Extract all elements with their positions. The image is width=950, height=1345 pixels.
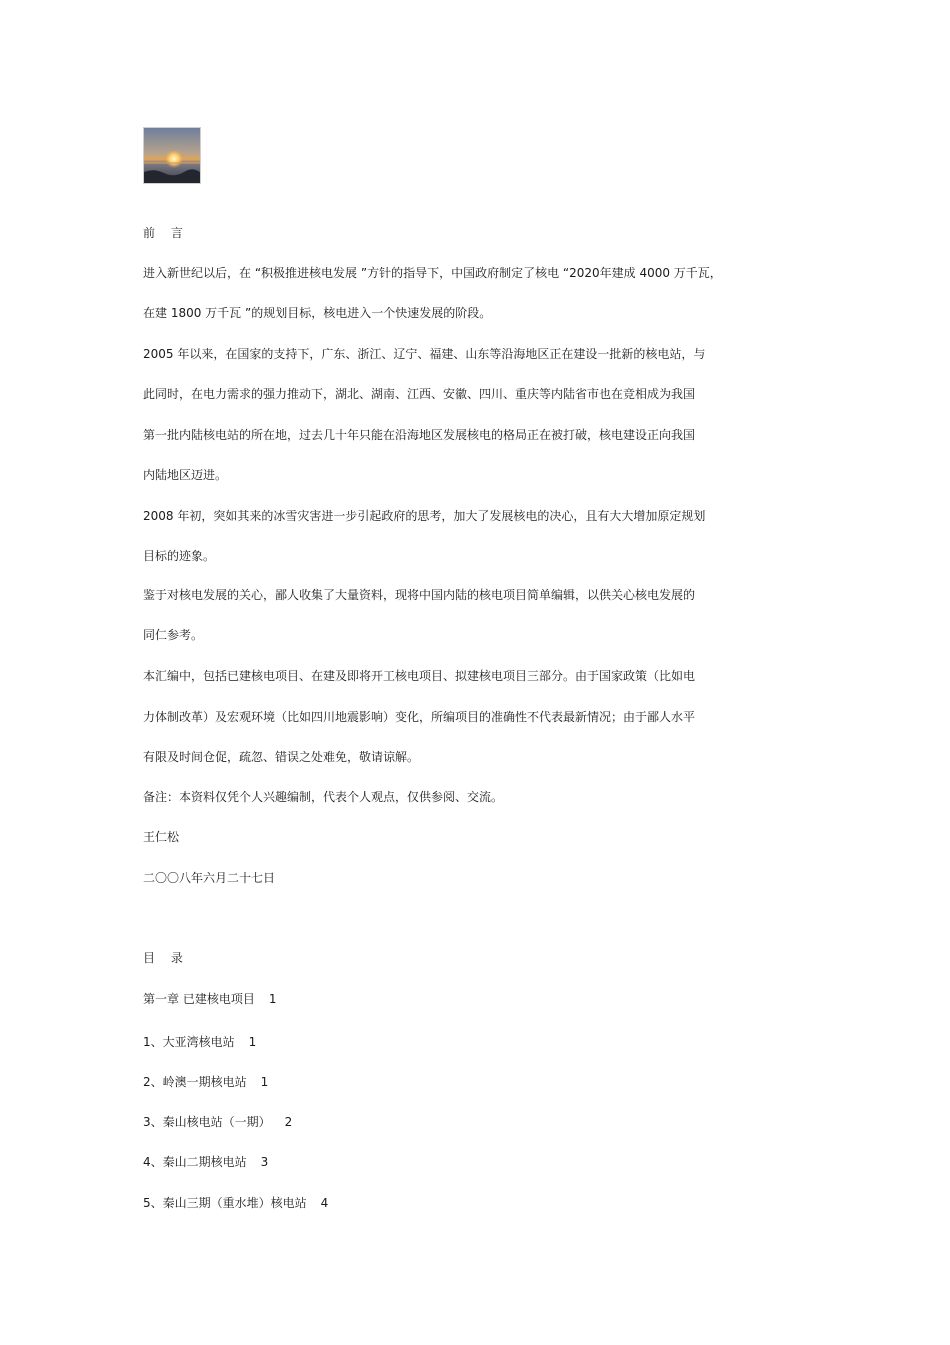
toc-entry[interactable] bbox=[143, 1034, 256, 1050]
preface-line: 在建 1800 万千瓦 ”的规划目标，核电进入一个快速发展的阶段。 bbox=[143, 306, 492, 320]
preface-title: 前 言 bbox=[143, 226, 189, 240]
toc-entry-page: 3 bbox=[260, 1155, 269, 1169]
toc-entry[interactable] bbox=[143, 1195, 328, 1211]
toc-entry-label: 2、岭澳一期核电站 bbox=[143, 1075, 247, 1089]
preface-line: 内陆地区迈进。 bbox=[143, 468, 228, 482]
preface-line: 本汇编中，包括已建核电项目、在建及即将开工核电项目、拟建核电项目三部分。由于国家政策（比如电 bbox=[143, 669, 696, 683]
preface-line: 同仁参考。 bbox=[143, 628, 204, 642]
sunset-image bbox=[144, 128, 201, 184]
toc-entry-page: 1 bbox=[248, 1035, 257, 1049]
preface-line: 此同时，在电力需求的强力推动下，湖北、湖南、江西、安徽、四川、重庆等内陆省市也在竞相成为我国 bbox=[143, 387, 696, 401]
toc-entry-page: 1 bbox=[268, 992, 277, 1006]
preface-note: 备注：本资料仅凭个人兴趣编制，代表个人观点，仅供参阅、交流。 bbox=[143, 790, 504, 804]
toc-title: 目 录 bbox=[143, 951, 189, 965]
toc-entry-page: 2 bbox=[284, 1115, 293, 1129]
preface-line: 有限及时间仓促，疏忽、错误之处难免，敬请谅解。 bbox=[143, 750, 420, 764]
toc-entry-label: 3、秦山核电站（一期） bbox=[143, 1115, 271, 1129]
header-image bbox=[143, 127, 201, 184]
preface-line: 目标的迹象。 bbox=[143, 549, 216, 563]
preface-line: 2008 年初，突如其来的冰雪灾害进一步引起政府的思考，加大了发展核电的决心，且有大大增加原定规划 bbox=[143, 509, 706, 523]
toc-entry-label: 1、大亚湾核电站 bbox=[143, 1035, 235, 1049]
preface-line: 第一批内陆核电站的所在地，过去几十年只能在沿海地区发展核电的格局正在被打破，核电建设正向我国 bbox=[143, 428, 696, 442]
toc-entry-label: 5、秦山三期（重水堆）核电站 bbox=[143, 1196, 307, 1210]
toc-entry-page: 1 bbox=[260, 1075, 269, 1089]
preface-line: 鉴于对核电发展的关心，鄙人收集了大量资料，现将中国内陆的核电项目简单编辑，以供关心核电发展的 bbox=[143, 588, 696, 602]
toc-entry[interactable] bbox=[143, 1154, 268, 1170]
toc-entry-page: 4 bbox=[320, 1196, 329, 1210]
toc-entry[interactable] bbox=[143, 991, 276, 1007]
preface-line: 进入新世纪以后，在 “积极推进核电发展 ”方针的指导下，中国政府制定了核电 “2020年建成 4000 万千瓦， bbox=[143, 266, 722, 280]
preface-line: 力体制改革）及宏观环境（比如四川地震影响）变化，所编项目的准确性不代表最新情况；由于鄙人水平 bbox=[143, 710, 696, 724]
toc-entry[interactable] bbox=[143, 1074, 268, 1090]
toc-entry[interactable] bbox=[143, 1114, 292, 1130]
toc-entry-label: 第一章 已建核电项目 bbox=[143, 992, 255, 1006]
author-name: 王仁松 bbox=[143, 830, 180, 844]
preface-line: 2005 年以来，在国家的支持下，广东、浙江、辽宁、福建、山东等沿海地区正在建设一批新的核电站，与 bbox=[143, 347, 706, 361]
toc-entry-label: 4、秦山二期核电站 bbox=[143, 1155, 247, 1169]
preface-date: 二〇〇八年六月二十七日 bbox=[143, 871, 276, 885]
